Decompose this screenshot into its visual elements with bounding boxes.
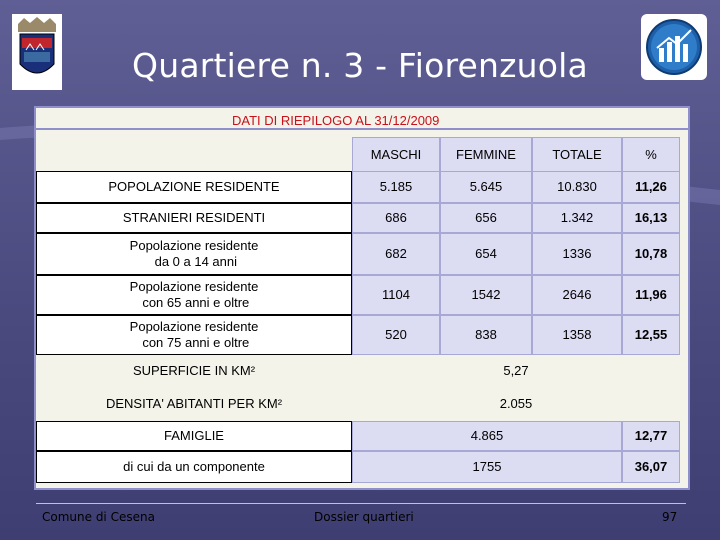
footer-left: Comune di Cesena xyxy=(42,510,155,524)
superficie-value: 5,27 xyxy=(503,363,529,379)
row-totale: 1358 xyxy=(532,315,622,355)
row-maschi: 686 xyxy=(352,203,440,233)
header-totale: TOTALE xyxy=(532,137,622,173)
famiglie-label: FAMIGLIE xyxy=(36,421,352,451)
header-divider xyxy=(36,128,688,130)
row-label-75: Popolazione residente con 75 anni e oltre xyxy=(36,315,352,355)
row-percent: 16,13 xyxy=(622,203,680,233)
row-femmine: 654 xyxy=(440,233,532,275)
page-number: 97 xyxy=(662,510,678,524)
densita-label: DENSITA' ABITANTI PER KM² xyxy=(105,396,283,412)
footer-divider xyxy=(36,503,686,504)
row-percent: 11,26 xyxy=(622,171,680,203)
densita-value: 2.055 xyxy=(499,396,533,412)
row-totale: 2646 xyxy=(532,275,622,315)
row-label-stranieri: STRANIERI RESIDENTI xyxy=(36,203,352,233)
unico-label: di cui da un componente xyxy=(36,451,352,483)
row-totale: 1336 xyxy=(532,233,622,275)
row-femmine: 1542 xyxy=(440,275,532,315)
unico-percent: 36,07 xyxy=(622,451,680,483)
row-maschi: 5.185 xyxy=(352,171,440,203)
row-label-65: Popolazione residente con 65 anni e oltre xyxy=(36,275,352,315)
footer-center: Dossier quartieri xyxy=(314,510,414,524)
header-femmine: FEMMINE xyxy=(440,137,532,173)
unico-value: 1755 xyxy=(352,451,622,483)
row-percent: 11,96 xyxy=(622,275,680,315)
row-femmine: 656 xyxy=(440,203,532,233)
row-maschi: 520 xyxy=(352,315,440,355)
row-femmine: 838 xyxy=(440,315,532,355)
row-totale: 1.342 xyxy=(532,203,622,233)
row-label-0-14: Popolazione residente da 0 a 14 anni xyxy=(36,233,352,275)
famiglie-value: 4.865 xyxy=(352,421,622,451)
superficie-label: SUPERFICIE IN KM² xyxy=(132,363,256,379)
slide-subtitle: DATI DI RIEPILOGO AL 31/12/2009 xyxy=(232,113,440,128)
header-percent: % xyxy=(622,137,680,173)
row-percent: 12,55 xyxy=(622,315,680,355)
famiglie-percent: 12,77 xyxy=(622,421,680,451)
row-femmine: 5.645 xyxy=(440,171,532,203)
slide-title: Quartiere n. 3 - Fiorenzuola xyxy=(132,46,588,85)
row-totale: 10.830 xyxy=(532,171,622,203)
row-label-popolazione: POPOLAZIONE RESIDENTE xyxy=(36,171,352,203)
row-percent: 10,78 xyxy=(622,233,680,275)
row-maschi: 1104 xyxy=(352,275,440,315)
header-maschi: MASCHI xyxy=(352,137,440,173)
row-maschi: 682 xyxy=(352,233,440,275)
